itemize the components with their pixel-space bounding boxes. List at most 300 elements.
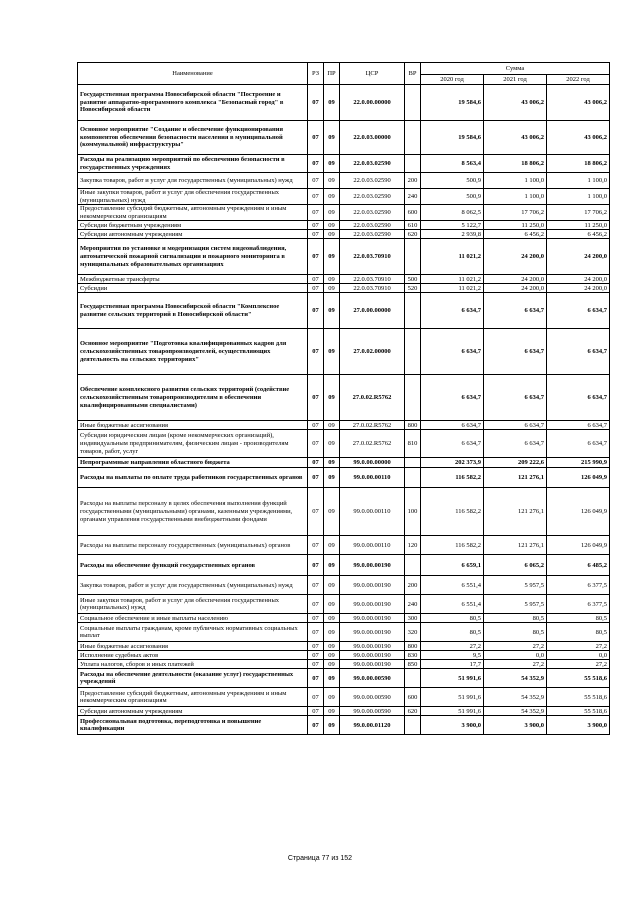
table-cell-pr: 09 (324, 293, 340, 329)
table-cell-csr: 22.0.03.02590 (340, 230, 405, 239)
table-cell-rz: 07 (308, 189, 324, 205)
table-cell-2022: 43 006,2 (547, 121, 610, 155)
table-cell-vr: 610 (405, 221, 421, 230)
table-cell-name: Обеспечение комплексного развития сельских территорий (содействие сельскохозяйственным товаропроизводителям в обеспечении квалифицированными специалистами) (78, 375, 308, 421)
table-cell-csr: 99.0.00.00590 (340, 688, 405, 707)
table-cell-name: Расходы на выплаты по оплате труда работников государственных органов (78, 468, 308, 488)
table-cell-csr: 99.0.00.00190 (340, 660, 405, 669)
table-row (78, 595, 610, 614)
table-cell-name: Иные бюджетные ассигнования (78, 421, 308, 430)
table-row (78, 555, 610, 576)
table-cell-2021: 121 276,1 (484, 468, 547, 488)
table-cell-pr: 09 (324, 488, 340, 536)
table-cell-vr (405, 239, 421, 275)
table-cell-csr: 99.0.00.00190 (340, 614, 405, 623)
table-cell-2021: 17 706,2 (484, 205, 547, 221)
table-cell-2020: 6 634,7 (421, 375, 484, 421)
table-cell-pr: 09 (324, 230, 340, 239)
table-cell-2020: 6 634,7 (421, 329, 484, 375)
table-row (78, 614, 610, 623)
table-cell-name: Основное мероприятие "Создание и обеспечение функционирования компонентов обеспечения безопасности населения в муниципальной (коммунальной) инфраструктуры" (78, 121, 308, 155)
table-row (78, 716, 610, 735)
table-cell-pr: 09 (324, 555, 340, 576)
table-cell-vr: 320 (405, 623, 421, 642)
table-cell-pr: 09 (324, 651, 340, 660)
table-cell-csr: 22.0.03.70910 (340, 275, 405, 284)
table-cell-2020: 116 582,2 (421, 468, 484, 488)
table-cell-2020: 19 584,6 (421, 121, 484, 155)
table-row (78, 651, 610, 660)
table-row (78, 707, 610, 716)
table-cell-name: Расходы на выплаты персоналу в целях обеспечения выполнения функций государственными (муниципальными) органами, казенными учреждениями, органами управления государственными внебюджетными фондами (78, 488, 308, 536)
table-cell-2022: 43 006,2 (547, 85, 610, 121)
table-cell-rz: 07 (308, 239, 324, 275)
table-cell-rz: 07 (308, 230, 324, 239)
table-cell-2020: 6 634,7 (421, 293, 484, 329)
table-cell-vr (405, 85, 421, 121)
table-row (78, 642, 610, 651)
table-cell-vr: 810 (405, 430, 421, 458)
table-row (78, 284, 610, 293)
table-cell-pr: 09 (324, 660, 340, 669)
table-cell-name: Расходы на реализацию мероприятий по обеспечению безопасности в государственных учреждениях (78, 155, 308, 173)
table-cell-2022: 18 806,2 (547, 155, 610, 173)
table-cell-2021: 27,2 (484, 642, 547, 651)
table-cell-vr: 100 (405, 488, 421, 536)
table-row (78, 293, 610, 329)
table-cell-2022: 126 049,9 (547, 536, 610, 555)
table-cell-pr: 09 (324, 614, 340, 623)
table-cell-2022: 6 634,7 (547, 375, 610, 421)
table-cell-2021: 24 200,0 (484, 284, 547, 293)
header-year-2022: 2022 год (547, 75, 610, 85)
table-cell-pr: 09 (324, 189, 340, 205)
table-cell-2020: 51 991,6 (421, 707, 484, 716)
table-cell-csr: 99.0.00.00190 (340, 555, 405, 576)
table-cell-csr: 22.0.03.02590 (340, 221, 405, 230)
table-cell-2021: 18 806,2 (484, 155, 547, 173)
table-cell-rz: 07 (308, 595, 324, 614)
table-row (78, 230, 610, 239)
table-cell-rz: 07 (308, 623, 324, 642)
table-cell-pr: 09 (324, 707, 340, 716)
table-cell-rz: 07 (308, 642, 324, 651)
header-name: Наименование (78, 63, 308, 85)
table-cell-2021: 6 634,7 (484, 421, 547, 430)
table-cell-vr (405, 716, 421, 735)
table-cell-rz: 07 (308, 707, 324, 716)
table-cell-vr: 200 (405, 173, 421, 189)
table-cell-rz: 07 (308, 173, 324, 189)
table-cell-rz: 07 (308, 555, 324, 576)
table-cell-pr: 09 (324, 458, 340, 468)
table-cell-vr: 520 (405, 284, 421, 293)
table-cell-2021: 3 900,0 (484, 716, 547, 735)
table-cell-pr: 09 (324, 576, 340, 595)
table-cell-name: Закупка товаров, работ и услуг для государственных (муниципальных) нужд (78, 173, 308, 189)
header-year-2020: 2020 год (421, 75, 484, 85)
table-cell-2021: 6 065,2 (484, 555, 547, 576)
header-vr: ВР (405, 63, 421, 85)
table-row (78, 458, 610, 468)
table-cell-vr: 800 (405, 421, 421, 430)
table-cell-2022: 6 377,5 (547, 576, 610, 595)
table-cell-vr: 500 (405, 275, 421, 284)
table-cell-2022: 80,5 (547, 614, 610, 623)
table-cell-2020: 6 659,1 (421, 555, 484, 576)
table-cell-2021: 43 006,2 (484, 121, 547, 155)
table-cell-2022: 6 485,2 (547, 555, 610, 576)
table-cell-2020: 80,5 (421, 614, 484, 623)
table-cell-pr: 09 (324, 239, 340, 275)
table-cell-2021: 24 200,0 (484, 275, 547, 284)
header-rz: РЗ (308, 63, 324, 85)
table-cell-vr: 620 (405, 707, 421, 716)
table-cell-name: Субсидии (78, 284, 308, 293)
table-cell-vr (405, 375, 421, 421)
table-cell-pr: 09 (324, 173, 340, 189)
table-cell-2020: 11 021,2 (421, 284, 484, 293)
table-cell-name: Исполнение судебных актов (78, 651, 308, 660)
table-cell-vr (405, 329, 421, 375)
table-row (78, 430, 610, 458)
page-footer: Страница 77 из 152 (287, 855, 353, 862)
table-cell-rz: 07 (308, 576, 324, 595)
table-cell-2022: 6 634,7 (547, 430, 610, 458)
table-cell-2020: 202 373,9 (421, 458, 484, 468)
table-cell-2020: 5 122,7 (421, 221, 484, 230)
table-cell-csr: 99.0.00.00110 (340, 468, 405, 488)
table-cell-csr: 22.0.03.02590 (340, 205, 405, 221)
table-row (78, 189, 610, 205)
table-cell-vr: 300 (405, 614, 421, 623)
header-sum: Сумма (421, 63, 610, 75)
table-row (78, 576, 610, 595)
table-cell-2021: 43 006,2 (484, 85, 547, 121)
table-cell-2020: 500,9 (421, 189, 484, 205)
table-cell-2021: 0,0 (484, 651, 547, 660)
table-cell-name: Государственная программа Новосибирской области "Комплексное развитие сельских территорий в Новосибирской области" (78, 293, 308, 329)
table-cell-2021: 6 634,7 (484, 329, 547, 375)
table-cell-csr: 99.0.00.00110 (340, 488, 405, 536)
table-cell-vr (405, 669, 421, 688)
table-cell-csr: 99.0.00.00110 (340, 536, 405, 555)
header-pr: ПР (324, 63, 340, 85)
table-cell-2020: 8 062,5 (421, 205, 484, 221)
table-cell-pr: 09 (324, 329, 340, 375)
table-cell-pr: 09 (324, 468, 340, 488)
table-cell-2022: 1 100,0 (547, 173, 610, 189)
table-cell-2020: 19 584,6 (421, 85, 484, 121)
table-cell-csr: 22.0.00.00000 (340, 85, 405, 121)
table-cell-csr: 27.0.02.R5762 (340, 375, 405, 421)
table-cell-csr: 27.0.00.00000 (340, 293, 405, 329)
table-cell-vr (405, 468, 421, 488)
table-cell-2022: 55 518,6 (547, 688, 610, 707)
table-cell-rz: 07 (308, 221, 324, 230)
table-cell-rz: 07 (308, 293, 324, 329)
table-cell-2022: 126 049,9 (547, 468, 610, 488)
table-cell-csr: 99.0.00.00190 (340, 595, 405, 614)
table-cell-2022: 55 518,6 (547, 669, 610, 688)
table-row (78, 205, 610, 221)
table-cell-csr: 99.0.00.00590 (340, 669, 405, 688)
table-cell-2021: 121 276,1 (484, 536, 547, 555)
table-cell-rz: 07 (308, 155, 324, 173)
table-cell-pr: 09 (324, 716, 340, 735)
table-cell-vr: 830 (405, 651, 421, 660)
budget-table (77, 62, 610, 735)
table-cell-csr: 99.0.00.01120 (340, 716, 405, 735)
table-cell-name: Социальные выплаты гражданам, кроме публичных нормативных социальных выплат (78, 623, 308, 642)
table-row (78, 660, 610, 669)
table-cell-name: Расходы на обеспечение функций государственных органов (78, 555, 308, 576)
table-cell-rz: 07 (308, 458, 324, 468)
table-cell-2021: 6 634,7 (484, 430, 547, 458)
table-cell-name: Закупка товаров, работ и услуг для государственных (муниципальных) нужд (78, 576, 308, 595)
table-cell-2021: 1 100,0 (484, 173, 547, 189)
table-cell-rz: 07 (308, 468, 324, 488)
table-cell-pr: 09 (324, 430, 340, 458)
table-cell-2020: 51 991,6 (421, 669, 484, 688)
table-row (78, 275, 610, 284)
table-cell-rz: 07 (308, 121, 324, 155)
table-cell-name: Предоставление субсидий бюджетным, автономным учреждениям и иным некоммерческим организациям (78, 688, 308, 707)
table-cell-name: Непрограммные направления областного бюджета (78, 458, 308, 468)
table-cell-2020: 6 634,7 (421, 430, 484, 458)
table-cell-vr: 850 (405, 660, 421, 669)
table-cell-2020: 51 991,6 (421, 688, 484, 707)
table-row (78, 239, 610, 275)
table-cell-vr: 240 (405, 189, 421, 205)
table-row (78, 536, 610, 555)
table-cell-rz: 07 (308, 488, 324, 536)
table-cell-rz: 07 (308, 421, 324, 430)
table-cell-rz: 07 (308, 284, 324, 293)
table-cell-rz: 07 (308, 716, 324, 735)
table-row (78, 669, 610, 688)
table-cell-2021: 209 222,6 (484, 458, 547, 468)
table-cell-vr: 240 (405, 595, 421, 614)
table-cell-name: Субсидии автономным учреждениям (78, 707, 308, 716)
table-cell-rz: 07 (308, 614, 324, 623)
table-cell-pr: 09 (324, 536, 340, 555)
table-cell-2021: 54 352,9 (484, 669, 547, 688)
table-cell-2022: 6 634,7 (547, 421, 610, 430)
table-cell-csr: 99.0.00.00190 (340, 623, 405, 642)
table-cell-2022: 3 900,0 (547, 716, 610, 735)
table-cell-2020: 500,9 (421, 173, 484, 189)
table-cell-2021: 121 276,1 (484, 488, 547, 536)
table-cell-rz: 07 (308, 430, 324, 458)
table-cell-vr: 200 (405, 576, 421, 595)
table-cell-csr: 99.0.00.00190 (340, 642, 405, 651)
table-cell-pr: 09 (324, 421, 340, 430)
table-cell-name: Субсидии бюджетным учреждениям (78, 221, 308, 230)
table-cell-2022: 27,2 (547, 642, 610, 651)
table-cell-2021: 6 634,7 (484, 293, 547, 329)
table-cell-2020: 116 582,2 (421, 536, 484, 555)
table-row (78, 121, 610, 155)
table-cell-2022: 24 200,0 (547, 284, 610, 293)
table-cell-pr: 09 (324, 595, 340, 614)
table-cell-name: Уплата налогов, сборов и иных платежей (78, 660, 308, 669)
table-cell-pr: 09 (324, 205, 340, 221)
table-cell-csr: 22.0.03.02590 (340, 173, 405, 189)
table-row (78, 155, 610, 173)
table-cell-vr: 600 (405, 688, 421, 707)
table-cell-2020: 11 021,2 (421, 239, 484, 275)
table-cell-2021: 1 100,0 (484, 189, 547, 205)
table-cell-2022: 55 518,6 (547, 707, 610, 716)
table-cell-csr: 22.0.03.00000 (340, 121, 405, 155)
table-cell-csr: 22.0.03.02590 (340, 189, 405, 205)
table-cell-2021: 54 352,9 (484, 707, 547, 716)
table-row (78, 421, 610, 430)
table-cell-vr: 800 (405, 642, 421, 651)
table-cell-name: Иные закупки товаров, работ и услуг для обеспечения государственных (муниципальных) нужд (78, 595, 308, 614)
table-cell-2020: 9,5 (421, 651, 484, 660)
table-cell-pr: 09 (324, 688, 340, 707)
table-cell-2021: 5 957,5 (484, 595, 547, 614)
table-cell-2020: 6 634,7 (421, 421, 484, 430)
table-cell-vr (405, 293, 421, 329)
table-cell-pr: 09 (324, 221, 340, 230)
table-cell-csr: 22.0.03.02590 (340, 155, 405, 173)
table-cell-rz: 07 (308, 275, 324, 284)
table-cell-name: Мероприятия по установке и модернизации систем видеонаблюдения, автоматической пожарной сигнализации и пожарного мониторинга в муниципальных образовательных организациях (78, 239, 308, 275)
table-cell-rz: 07 (308, 669, 324, 688)
table-cell-csr: 27.0.02.R5762 (340, 430, 405, 458)
table-cell-2021: 6 456,2 (484, 230, 547, 239)
table-cell-pr: 09 (324, 121, 340, 155)
table-row (78, 688, 610, 707)
table-cell-2022: 24 200,0 (547, 239, 610, 275)
table-cell-2020: 3 900,0 (421, 716, 484, 735)
table-cell-pr: 09 (324, 85, 340, 121)
table-cell-pr: 09 (324, 623, 340, 642)
table-cell-name: Иные закупки товаров, работ и услуг для обеспечения государственных (муниципальных) нужд (78, 189, 308, 205)
table-row (78, 468, 610, 488)
table-cell-vr (405, 458, 421, 468)
table-cell-pr: 09 (324, 155, 340, 173)
table-cell-rz: 07 (308, 375, 324, 421)
table-cell-name: Государственная программа Новосибирской области "Построение и развитие аппаратно-программного комплекса "Безопасный город" в Новосибирской области (78, 85, 308, 121)
table-cell-csr: 22.0.03.70910 (340, 239, 405, 275)
table-cell-2022: 1 100,0 (547, 189, 610, 205)
header-year-2021: 2021 год (484, 75, 547, 85)
table-cell-2022: 0,0 (547, 651, 610, 660)
table-cell-2020: 6 551,4 (421, 576, 484, 595)
table-cell-name: Расходы на обеспечение деятельности (оказание услуг) государственных учреждений (78, 669, 308, 688)
table-row (78, 623, 610, 642)
table-cell-2020: 116 582,2 (421, 488, 484, 536)
table-cell-rz: 07 (308, 660, 324, 669)
table-cell-pr: 09 (324, 284, 340, 293)
header-csr: ЦСР (340, 63, 405, 85)
table-cell-vr: 620 (405, 230, 421, 239)
table-cell-2022: 6 377,5 (547, 595, 610, 614)
table-cell-rz: 07 (308, 85, 324, 121)
table-cell-rz: 07 (308, 536, 324, 555)
table-cell-csr: 99.0.00.00190 (340, 651, 405, 660)
table-cell-csr: 99.0.00.00590 (340, 707, 405, 716)
table-cell-name: Субсидии автономным учреждениям (78, 230, 308, 239)
table-cell-2020: 2 939,8 (421, 230, 484, 239)
table-cell-pr: 09 (324, 642, 340, 651)
table-cell-csr: 99.0.00.00190 (340, 576, 405, 595)
table-cell-2021: 80,5 (484, 623, 547, 642)
table-cell-2021: 80,5 (484, 614, 547, 623)
table-cell-2022: 6 634,7 (547, 329, 610, 375)
table-row (78, 329, 610, 375)
table-cell-csr: 27.0.02.00000 (340, 329, 405, 375)
table-cell-2021: 24 200,0 (484, 239, 547, 275)
table-cell-name: Предоставление субсидий бюджетным, автономным учреждениям и иным некоммерческим организациям (78, 205, 308, 221)
table-cell-2022: 24 200,0 (547, 275, 610, 284)
table-cell-pr: 09 (324, 669, 340, 688)
table-cell-rz: 07 (308, 329, 324, 375)
table-cell-2022: 6 456,2 (547, 230, 610, 239)
table-body (78, 85, 610, 735)
table-cell-2021: 54 352,9 (484, 688, 547, 707)
table-cell-2020: 80,5 (421, 623, 484, 642)
table-cell-2021: 6 634,7 (484, 375, 547, 421)
table-cell-rz: 07 (308, 651, 324, 660)
table-cell-rz: 07 (308, 205, 324, 221)
table-cell-2020: 17,7 (421, 660, 484, 669)
table-cell-2021: 27,2 (484, 660, 547, 669)
table-cell-name: Основное мероприятие "Подготовка квалифицированных кадров для сельскохозяйственных товаропроизводителей, осуществляющих деятельность на сельских территориях" (78, 329, 308, 375)
table-cell-2022: 80,5 (547, 623, 610, 642)
table-cell-vr (405, 155, 421, 173)
table-cell-csr: 99.0.00.00000 (340, 458, 405, 468)
table-cell-name: Социальное обеспечение и иные выплаты населению (78, 614, 308, 623)
table-cell-vr (405, 121, 421, 155)
table-cell-2022: 17 706,2 (547, 205, 610, 221)
table-cell-name: Субсидии юридическим лицам (кроме некоммерческих организаций), индивидуальным предпринимателям, физическим лицам - производителям товаров, работ, услуг (78, 430, 308, 458)
table-cell-name: Межбюджетные трансферты (78, 275, 308, 284)
table-cell-2022: 126 049,9 (547, 488, 610, 536)
table-cell-pr: 09 (324, 375, 340, 421)
table-row (78, 488, 610, 536)
table-row (78, 221, 610, 230)
table-cell-vr: 600 (405, 205, 421, 221)
table-cell-2022: 27,2 (547, 660, 610, 669)
table-row (78, 375, 610, 421)
table-cell-rz: 07 (308, 688, 324, 707)
table-cell-pr: 09 (324, 275, 340, 284)
table-cell-vr: 120 (405, 536, 421, 555)
table-cell-name: Профессиональная подготовка, переподготовка и повышение квалификации (78, 716, 308, 735)
table-cell-csr: 27.0.02.R5762 (340, 421, 405, 430)
table-cell-2022: 215 990,9 (547, 458, 610, 468)
table-cell-vr (405, 555, 421, 576)
table-row (78, 85, 610, 121)
table-cell-2021: 11 250,0 (484, 221, 547, 230)
table-row (78, 173, 610, 189)
table-cell-2020: 27,2 (421, 642, 484, 651)
table-cell-2020: 8 563,4 (421, 155, 484, 173)
table-cell-2022: 6 634,7 (547, 293, 610, 329)
table-cell-name: Расходы на выплаты персоналу государственных (муниципальных) органов (78, 536, 308, 555)
table-cell-2020: 11 021,2 (421, 275, 484, 284)
table-cell-csr: 22.0.03.70910 (340, 284, 405, 293)
table-cell-2021: 5 957,5 (484, 576, 547, 595)
table-cell-2022: 11 250,0 (547, 221, 610, 230)
table-cell-2020: 6 551,4 (421, 595, 484, 614)
table-cell-name: Иные бюджетные ассигнования (78, 642, 308, 651)
